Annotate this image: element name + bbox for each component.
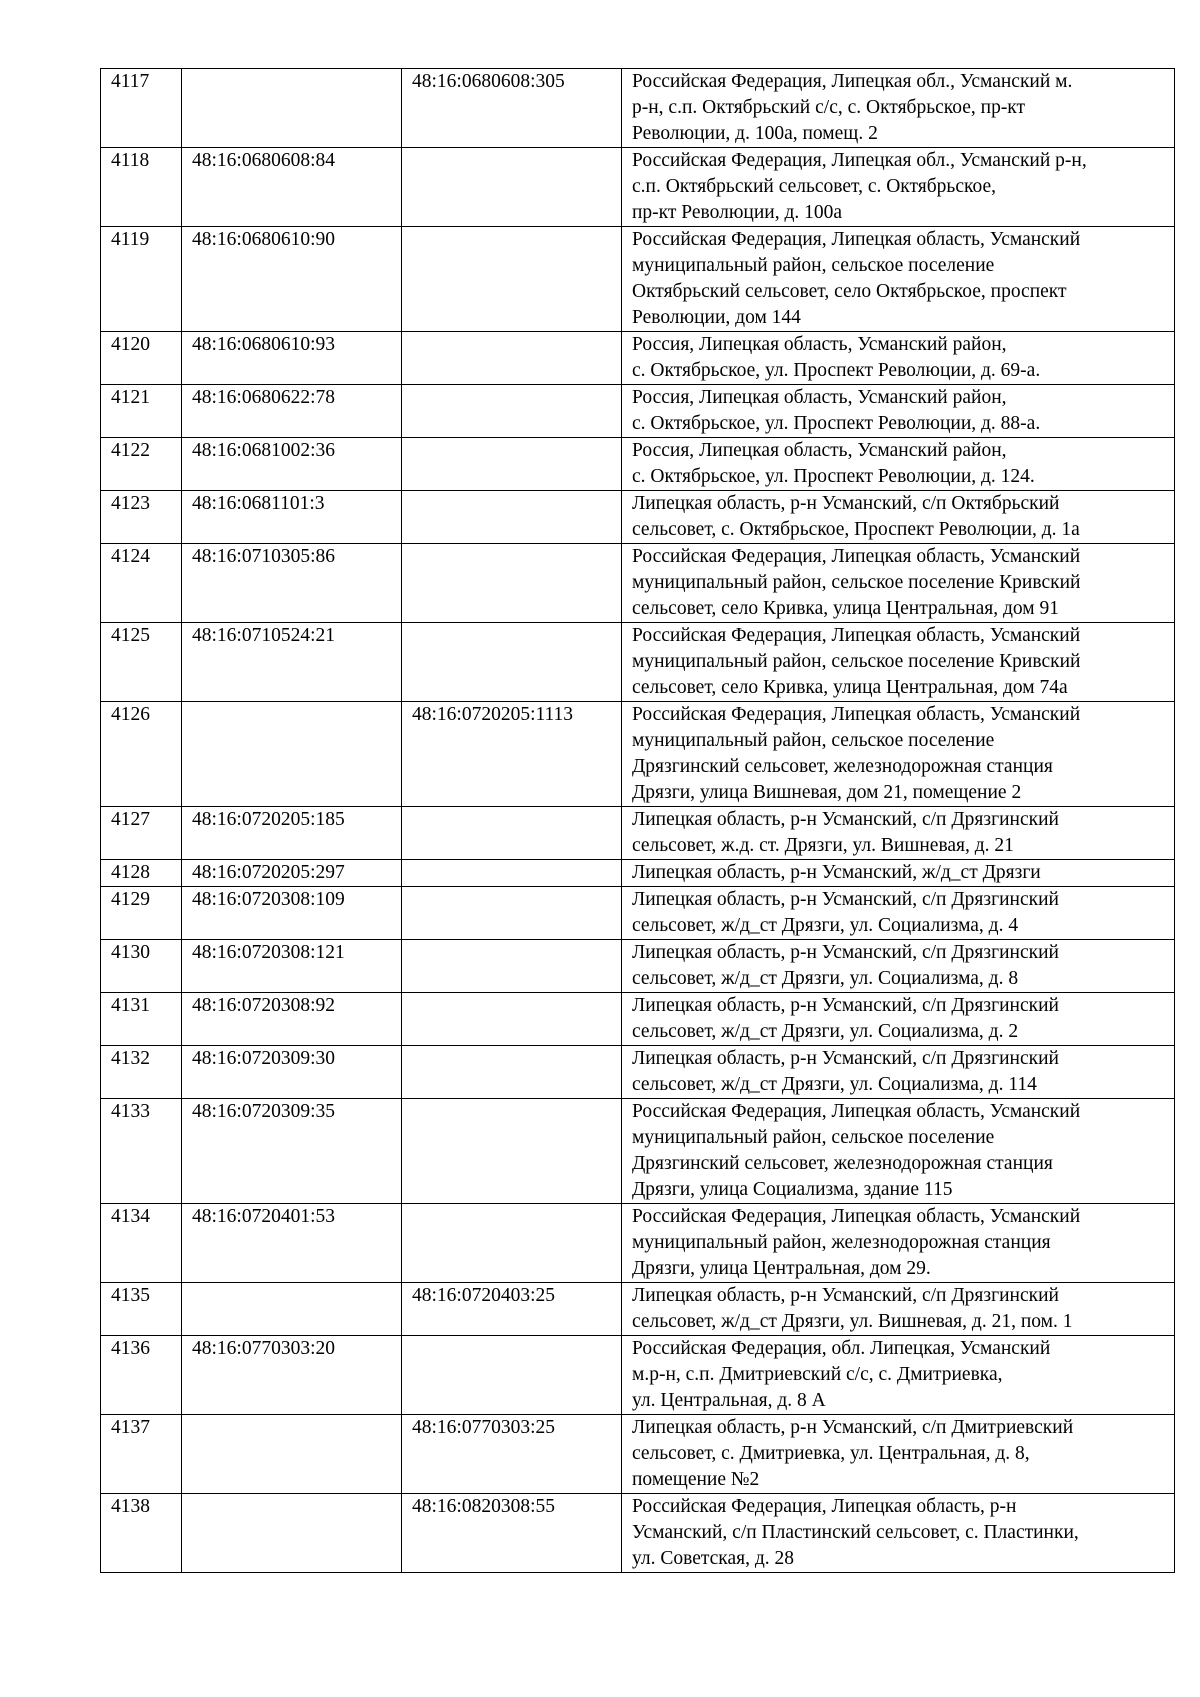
cadastral-number-cell: 48:16:0770303:20	[182, 1336, 402, 1415]
row-number-cell: 4120	[101, 332, 182, 385]
cadastral-number-cell	[182, 1283, 402, 1336]
object-number-cell	[402, 438, 622, 491]
table-row	[101, 1415, 1175, 1494]
row-number-cell: 4127	[101, 807, 182, 860]
table-row	[101, 1494, 1175, 1573]
table-row	[101, 491, 1175, 544]
table-row	[101, 887, 1175, 940]
row-number-cell: 4117	[101, 69, 182, 148]
document-page	[100, 68, 1174, 1573]
address-cell: Российская Федерация, Липецкая область, Усманский муниципальный район, сельское поселение Дрязгинский сельсовет, железнодорожная станция Дрязги, улица Вишневая, дом 21, помещение 2	[622, 702, 1175, 807]
address-cell: Россия, Липецкая область, Усманский район, с. Октябрьское, ул. Проспект Революции, д. 124.	[622, 438, 1175, 491]
table-row	[101, 1336, 1175, 1415]
row-number-cell: 4126	[101, 702, 182, 807]
object-number-cell	[402, 887, 622, 940]
cadastral-number-cell	[182, 702, 402, 807]
row-number-cell: 4135	[101, 1283, 182, 1336]
row-number-cell: 4129	[101, 887, 182, 940]
address-cell: Российская Федерация, Липецкая область, р-н Усманский, с/п Пластинский сельсовет, с. Пластинки, ул. Советская, д. 28	[622, 1494, 1175, 1573]
address-cell: Российская Федерация, Липецкая обл., Усманский м. р-н, с.п. Октябрьский с/с, с. Октябрьское, пр-кт Революции, д. 100а, помещ. 2	[622, 69, 1175, 148]
table-row	[101, 227, 1175, 332]
cadastral-number-cell: 48:16:0720205:185	[182, 807, 402, 860]
cadastral-number-cell: 48:16:0720309:30	[182, 1046, 402, 1099]
address-cell: Россия, Липецкая область, Усманский район, с. Октябрьское, ул. Проспект Революции, д. 69-а.	[622, 332, 1175, 385]
object-number-cell	[402, 1336, 622, 1415]
object-number-cell: 48:16:0720205:1113	[402, 702, 622, 807]
object-number-cell	[402, 993, 622, 1046]
table-row	[101, 1204, 1175, 1283]
object-number-cell: 48:16:0720403:25	[402, 1283, 622, 1336]
object-number-cell: 48:16:0680608:305	[402, 69, 622, 148]
table-row	[101, 332, 1175, 385]
cadastral-number-cell	[182, 69, 402, 148]
row-number-cell: 4119	[101, 227, 182, 332]
table-row	[101, 1099, 1175, 1204]
object-number-cell	[402, 385, 622, 438]
cadastral-number-cell: 48:16:0720308:121	[182, 940, 402, 993]
cadastral-number-cell: 48:16:0720205:297	[182, 860, 402, 887]
cadastral-number-cell	[182, 1494, 402, 1573]
cadastral-number-cell: 48:16:0720401:53	[182, 1204, 402, 1283]
object-number-cell	[402, 491, 622, 544]
table-row	[101, 702, 1175, 807]
address-cell: Российская Федерация, Липецкая область, Усманский муниципальный район, железнодорожная станция Дрязги, улица Центральная, дом 29.	[622, 1204, 1175, 1283]
table-row	[101, 438, 1175, 491]
object-number-cell: 48:16:0770303:25	[402, 1415, 622, 1494]
table-row	[101, 807, 1175, 860]
object-number-cell	[402, 148, 622, 227]
cadastral-number-cell: 48:16:0681002:36	[182, 438, 402, 491]
address-cell: Российская Федерация, Липецкая область, Усманский муниципальный район, сельское поселение Октябрьский сельсовет, село Октябрьское, проспект Революции, дом 144	[622, 227, 1175, 332]
cadastral-number-cell: 48:16:0680622:78	[182, 385, 402, 438]
table-row	[101, 623, 1175, 702]
row-number-cell: 4132	[101, 1046, 182, 1099]
object-number-cell	[402, 1099, 622, 1204]
cadastral-number-cell: 48:16:0710524:21	[182, 623, 402, 702]
row-number-cell: 4130	[101, 940, 182, 993]
row-number-cell: 4124	[101, 544, 182, 623]
table-row	[101, 69, 1175, 148]
cadastral-number-cell: 48:16:0680608:84	[182, 148, 402, 227]
table-row	[101, 860, 1175, 887]
row-number-cell: 4131	[101, 993, 182, 1046]
cadastral-number-cell: 48:16:0681101:3	[182, 491, 402, 544]
object-number-cell	[402, 1046, 622, 1099]
address-cell: Российская Федерация, Липецкая обл., Усманский р-н, с.п. Октябрьский сельсовет, с. Октябрьское, пр-кт Революции, д. 100а	[622, 148, 1175, 227]
row-number-cell: 4125	[101, 623, 182, 702]
cadastral-number-cell: 48:16:0680610:93	[182, 332, 402, 385]
row-number-cell: 4118	[101, 148, 182, 227]
table-row	[101, 1046, 1175, 1099]
address-cell: Липецкая область, р-н Усманский, с/п Дрязгинский сельсовет, ж/д_ст Дрязги, ул. Социализма, д. 2	[622, 993, 1175, 1046]
registry-table	[100, 68, 1175, 1573]
cadastral-number-cell	[182, 1415, 402, 1494]
row-number-cell: 4133	[101, 1099, 182, 1204]
row-number-cell: 4121	[101, 385, 182, 438]
object-number-cell	[402, 1204, 622, 1283]
address-cell: Российская Федерация, Липецкая область, Усманский муниципальный район, сельское поселение Кривский сельсовет, село Кривка, улица Центральная, дом 91	[622, 544, 1175, 623]
table-row	[101, 544, 1175, 623]
object-number-cell	[402, 940, 622, 993]
address-cell: Липецкая область, р-н Усманский, ж/д_ст Дрязги	[622, 860, 1175, 887]
address-cell: Липецкая область, р-н Усманский, с/п Дмитриевский сельсовет, с. Дмитриевка, ул. Центральная, д. 8, помещение №2	[622, 1415, 1175, 1494]
table-row	[101, 1283, 1175, 1336]
address-cell: Российская Федерация, Липецкая область, Усманский муниципальный район, сельское поселение Кривский сельсовет, село Кривка, улица Центральная, дом 74а	[622, 623, 1175, 702]
table-row	[101, 940, 1175, 993]
address-cell: Липецкая область, р-н Усманский, с/п Дрязгинский сельсовет, ж/д_ст Дрязги, ул. Вишневая, д. 21, пом. 1	[622, 1283, 1175, 1336]
object-number-cell	[402, 227, 622, 332]
cadastral-number-cell: 48:16:0680610:90	[182, 227, 402, 332]
object-number-cell	[402, 860, 622, 887]
cadastral-number-cell: 48:16:0720308:109	[182, 887, 402, 940]
row-number-cell: 4138	[101, 1494, 182, 1573]
address-cell: Липецкая область, р-н Усманский, с/п Дрязгинский сельсовет, ж/д_ст Дрязги, ул. Социализма, д. 8	[622, 940, 1175, 993]
row-number-cell: 4122	[101, 438, 182, 491]
object-number-cell	[402, 332, 622, 385]
cadastral-number-cell: 48:16:0710305:86	[182, 544, 402, 623]
row-number-cell: 4123	[101, 491, 182, 544]
object-number-cell	[402, 544, 622, 623]
address-cell: Липецкая область, р-н Усманский, с/п Дрязгинский сельсовет, ж/д_ст Дрязги, ул. Социализма, д. 114	[622, 1046, 1175, 1099]
row-number-cell: 4137	[101, 1415, 182, 1494]
cadastral-number-cell: 48:16:0720308:92	[182, 993, 402, 1046]
row-number-cell: 4128	[101, 860, 182, 887]
address-cell: Липецкая область, р-н Усманский, с/п Дрязгинский сельсовет, ж/д_ст Дрязги, ул. Социализма, д. 4	[622, 887, 1175, 940]
table-row	[101, 993, 1175, 1046]
table-row	[101, 148, 1175, 227]
cadastral-number-cell: 48:16:0720309:35	[182, 1099, 402, 1204]
address-cell: Российская Федерация, обл. Липецкая, Усманский м.р-н, с.п. Дмитриевский с/с, с. Дмитриевка, ул. Центральная, д. 8 А	[622, 1336, 1175, 1415]
address-cell: Липецкая область, р-н Усманский, с/п Октябрьский сельсовет, с. Октябрьское, Проспект Революции, д. 1а	[622, 491, 1175, 544]
object-number-cell	[402, 623, 622, 702]
object-number-cell: 48:16:0820308:55	[402, 1494, 622, 1573]
object-number-cell	[402, 807, 622, 860]
address-cell: Липецкая область, р-н Усманский, с/п Дрязгинский сельсовет, ж.д. ст. Дрязги, ул. Вишневая, д. 21	[622, 807, 1175, 860]
row-number-cell: 4134	[101, 1204, 182, 1283]
address-cell: Россия, Липецкая область, Усманский район, с. Октябрьское, ул. Проспект Революции, д. 88-а.	[622, 385, 1175, 438]
address-cell: Российская Федерация, Липецкая область, Усманский муниципальный район, сельское поселение Дрязгинский сельсовет, железнодорожная станция Дрязги, улица Социализма, здание 115	[622, 1099, 1175, 1204]
registry-table-body	[101, 69, 1175, 1573]
table-row	[101, 385, 1175, 438]
row-number-cell: 4136	[101, 1336, 182, 1415]
